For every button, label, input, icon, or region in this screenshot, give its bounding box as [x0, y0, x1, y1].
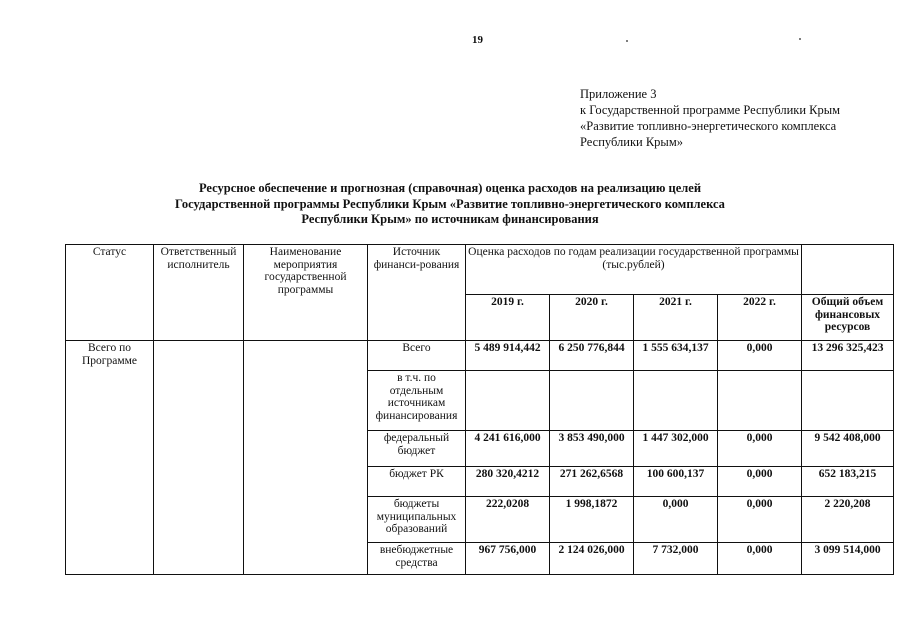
value-total: 13 296 325,423	[802, 341, 894, 371]
value-2021: 1 447 302,000	[634, 431, 718, 467]
scan-speck	[626, 40, 628, 42]
value-2021: 1 555 634,137	[634, 341, 718, 371]
value-2022: 0,000	[718, 341, 802, 371]
value-2022: 0,000	[718, 543, 802, 575]
value-2022: 0,000	[718, 467, 802, 497]
header-total: Общий объем финансовых ресурсов	[802, 295, 894, 341]
value-2019: 280 320,4212	[466, 467, 550, 497]
value-total: 652 183,215	[802, 467, 894, 497]
value-2021: 0,000	[634, 497, 718, 543]
appendix-line: «Развитие топливно-энергетического комплекса	[580, 119, 837, 133]
appendix-line: Республики Крым»	[580, 135, 683, 149]
header-source: Источник финанси-рования	[368, 245, 466, 341]
value-2019: 5 489 914,442	[466, 341, 550, 371]
value-2022: 0,000	[718, 431, 802, 467]
value-total: 9 542 408,000	[802, 431, 894, 467]
title-line: Государственной программы Республики Крым «Развитие топливно-энергетического комплекса	[175, 196, 725, 211]
document-title	[120, 181, 780, 228]
value-2020: 2 124 026,000	[550, 543, 634, 575]
value-total	[802, 371, 894, 431]
value-total: 3 099 514,000	[802, 543, 894, 575]
value-2021	[634, 371, 718, 431]
value-2020: 1 998,1872	[550, 497, 634, 543]
header-executor: Ответственный исполнитель	[154, 245, 244, 341]
value-2021: 100 600,137	[634, 467, 718, 497]
event-name-cell	[244, 341, 368, 575]
value-2022: 0,000	[718, 497, 802, 543]
appendix-line: Приложение 3	[580, 87, 657, 101]
value-2019: 4 241 616,000	[466, 431, 550, 467]
header-blank	[802, 245, 894, 295]
source-cell: федеральный бюджет	[368, 431, 466, 467]
source-cell: внебюджетные средства	[368, 543, 466, 575]
header-estimate: Оценка расходов по годам реализации государственной программы (тыс.рублей)	[466, 245, 802, 295]
header-year-2020: 2020 г.	[550, 295, 634, 341]
value-2019: 967 756,000	[466, 543, 550, 575]
executor-cell	[154, 341, 244, 575]
status-cell: Всего по Программе	[66, 341, 154, 575]
header-year-2019: 2019 г.	[466, 295, 550, 341]
header-event-name: Наименование мероприятия государственной программы	[244, 245, 368, 341]
appendix-line: к Государственной программе Республики Крым	[580, 103, 841, 117]
page-number: 19	[472, 34, 483, 46]
value-2020	[550, 371, 634, 431]
scan-speck	[799, 38, 801, 40]
financing-table	[65, 244, 894, 575]
source-cell: бюджеты муниципальных образований	[368, 497, 466, 543]
value-2019: 222,0208	[466, 497, 550, 543]
source-cell: в т.ч. по отдельным источникам финансирования	[368, 371, 466, 431]
source-cell: бюджет РК	[368, 467, 466, 497]
value-total: 2 220,208	[802, 497, 894, 543]
value-2020: 3 853 490,000	[550, 431, 634, 467]
header-status: Статус	[66, 245, 154, 341]
value-2020: 6 250 776,844	[550, 341, 634, 371]
title-line: Республики Крым» по источникам финансирования	[301, 212, 599, 226]
source-cell: Всего	[368, 341, 466, 371]
value-2021: 7 732,000	[634, 543, 718, 575]
header-year-2022: 2022 г.	[718, 295, 802, 341]
title-line: Ресурсное обеспечение и прогнозная (справочная) оценка расходов на реализацию целей	[198, 181, 702, 195]
appendix-block	[580, 86, 840, 150]
header-year-2021: 2021 г.	[634, 295, 718, 341]
value-2020: 271 262,6568	[550, 467, 634, 497]
value-2022	[718, 371, 802, 431]
value-2019	[466, 371, 550, 431]
